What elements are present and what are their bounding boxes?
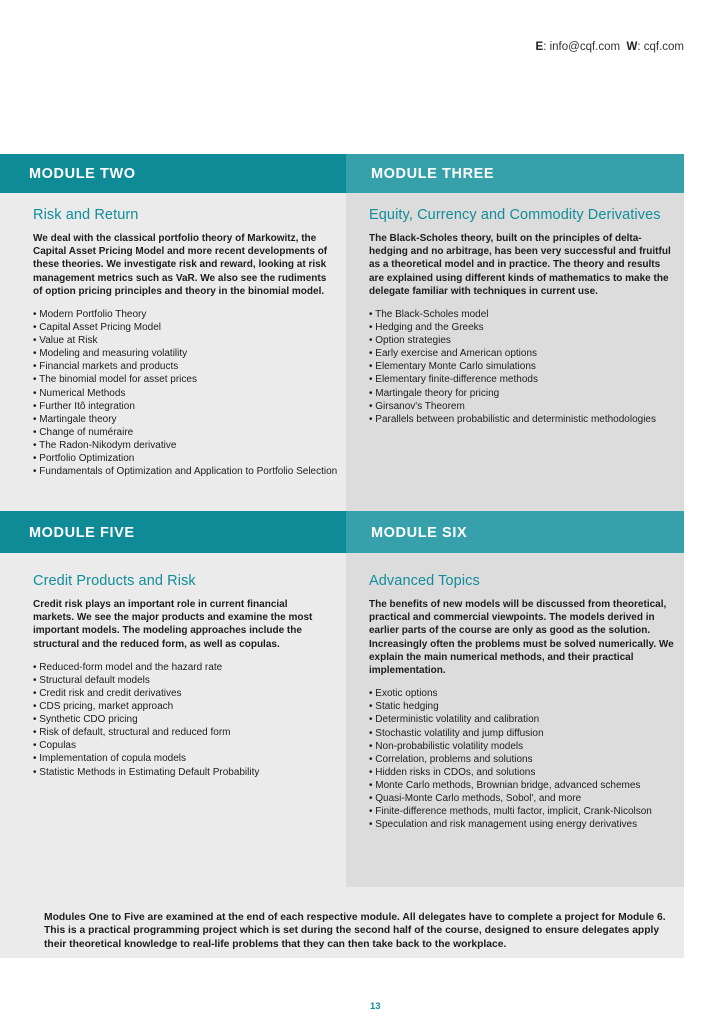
topic-item: • Deterministic volatility and calibration bbox=[369, 713, 674, 726]
module-row-1 bbox=[0, 154, 684, 511]
module-five bbox=[0, 511, 346, 887]
topic-item: • Financial markets and products bbox=[33, 360, 330, 373]
footer-note: Modules One to Five are examined at the end of each respective module. All delegates have to complete a project for Module 6. This is a practical programming project which is set during the second half of the course, designed to ensure delegates apply their theoretical knowledge to real-life problems that they can then take back to the workplace. bbox=[0, 887, 684, 958]
topic-item: • Non-probabilistic volatility models bbox=[369, 740, 674, 753]
topic-item: • Parallels between probabilistic and deterministic methodologies bbox=[369, 413, 674, 426]
topic-item: • Capital Asset Pricing Model bbox=[33, 321, 330, 334]
topic-item: • Structural default models bbox=[33, 674, 330, 687]
topic-item: • Stochastic volatility and jump diffusion bbox=[369, 727, 674, 740]
topic-item: • Speculation and risk management using energy derivatives bbox=[369, 818, 674, 831]
topic-item: • Correlation, problems and solutions bbox=[369, 753, 674, 766]
topic-item: • Elementary finite-difference methods bbox=[369, 373, 674, 386]
module-header: MODULE THREE bbox=[346, 154, 684, 193]
module-six bbox=[346, 511, 684, 887]
topic-item: • Modeling and measuring volatility bbox=[33, 347, 330, 360]
topic-item: • Modern Portfolio Theory bbox=[33, 308, 330, 321]
topic-item: • Exotic options bbox=[369, 687, 674, 700]
topic-list bbox=[369, 687, 674, 831]
topic-item: • Quasi-Monte Carlo methods, Sobol', and more bbox=[369, 792, 674, 805]
web-address: : cqf.com bbox=[637, 41, 684, 53]
topic-item: • Fundamentals of Optimization and Application to Portfolio Selection bbox=[33, 465, 330, 478]
topic-item: • Value at Risk bbox=[33, 334, 330, 347]
module-row-2 bbox=[0, 511, 684, 887]
topic-item: • Monte Carlo methods, Brownian bridge, advanced schemes bbox=[369, 779, 674, 792]
email-label: E bbox=[535, 41, 544, 53]
topic-item: • Synthetic CDO pricing bbox=[33, 713, 330, 726]
module-title: Advanced Topics bbox=[369, 573, 480, 589]
topic-item: • Credit risk and credit derivatives bbox=[33, 687, 330, 700]
topic-item: • Elementary Monte Carlo simulations bbox=[369, 360, 674, 373]
module-grid bbox=[0, 154, 684, 887]
topic-item: • Martingale theory bbox=[33, 413, 330, 426]
topic-item: • Copulas bbox=[33, 739, 330, 752]
page-number: 13 bbox=[370, 1001, 381, 1012]
topic-item: • Martingale theory for pricing bbox=[369, 387, 674, 400]
topic-item: • Reduced-form model and the hazard rate bbox=[33, 661, 330, 674]
contact-info bbox=[536, 41, 684, 53]
topic-item: • Hedging and the Greeks bbox=[369, 321, 674, 334]
email-address: : info@cqf.com bbox=[543, 41, 621, 53]
topic-item: • Portfolio Optimization bbox=[33, 452, 330, 465]
topic-item: • Implementation of copula models bbox=[33, 752, 330, 765]
topic-item: • The Radon-Nikodym derivative bbox=[33, 439, 330, 452]
topic-item: • Static hedging bbox=[369, 700, 674, 713]
topic-item: • The Black-Scholes model bbox=[369, 308, 674, 321]
topic-item: • Further Itô integration bbox=[33, 400, 330, 413]
module-header: MODULE SIX bbox=[346, 511, 684, 553]
topic-item: • Risk of default, structural and reduced form bbox=[33, 726, 330, 739]
topic-item: • The binomial model for asset prices bbox=[33, 373, 330, 386]
topic-list bbox=[33, 661, 330, 779]
module-header: MODULE TWO bbox=[0, 154, 346, 193]
module-description: Credit risk plays an important role in current financial markets. We see the major products and examine the most important models. The modeling approaches include the structural and the reduced form, as well as copulas. bbox=[33, 599, 313, 650]
topic-item: • Girsanov's Theorem bbox=[369, 400, 674, 413]
module-description: We deal with the classical portfolio theory of Markowitz, the Capital Asset Pricing Model and more recent developments of these theories. We investigate risk and reward, looking at risk management metrics such as VaR. We also see the rudiments of option pricing principles and theory in the binomial model. bbox=[33, 233, 328, 297]
topic-item: • Finite-difference methods, multi factor, implicit, Crank-Nicolson bbox=[369, 805, 674, 818]
topic-item: • Statistic Methods in Estimating Default Probability bbox=[33, 766, 330, 779]
topic-item: • Hidden risks in CDOs, and solutions bbox=[369, 766, 674, 779]
web-label: W bbox=[626, 41, 638, 53]
module-two bbox=[0, 154, 346, 511]
module-header: MODULE FIVE bbox=[0, 511, 346, 553]
topic-list bbox=[33, 308, 338, 478]
module-title: Risk and Return bbox=[33, 207, 139, 223]
topic-item: • Early exercise and American options bbox=[369, 347, 674, 360]
topic-item: • CDS pricing, market approach bbox=[33, 700, 330, 713]
module-title: Credit Products and Risk bbox=[33, 573, 196, 589]
module-three bbox=[346, 154, 684, 511]
module-title: Equity, Currency and Commodity Derivatives bbox=[369, 207, 661, 223]
module-description: The benefits of new models will be discussed from theoretical, practical and commercial viewpoints. The models derived in earlier parts of the course are only as good as the solution. Increasingly often the problems must be solved numerically. We explain the main numerical methods, and their practical implementation. bbox=[369, 599, 674, 677]
topic-item: • Option strategies bbox=[369, 334, 674, 347]
topic-item: • Numerical Methods bbox=[33, 387, 330, 400]
topic-list bbox=[369, 308, 674, 426]
module-description: The Black-Scholes theory, built on the principles of delta-hedging and no arbitrage, has been very successful and fruitful as a theoretical model and in practice. The theory and results are explained using different kinds of mathematics to make the delegate familiar with techniques in current use. bbox=[369, 233, 671, 297]
topic-item: • Change of numéraire bbox=[33, 426, 330, 439]
